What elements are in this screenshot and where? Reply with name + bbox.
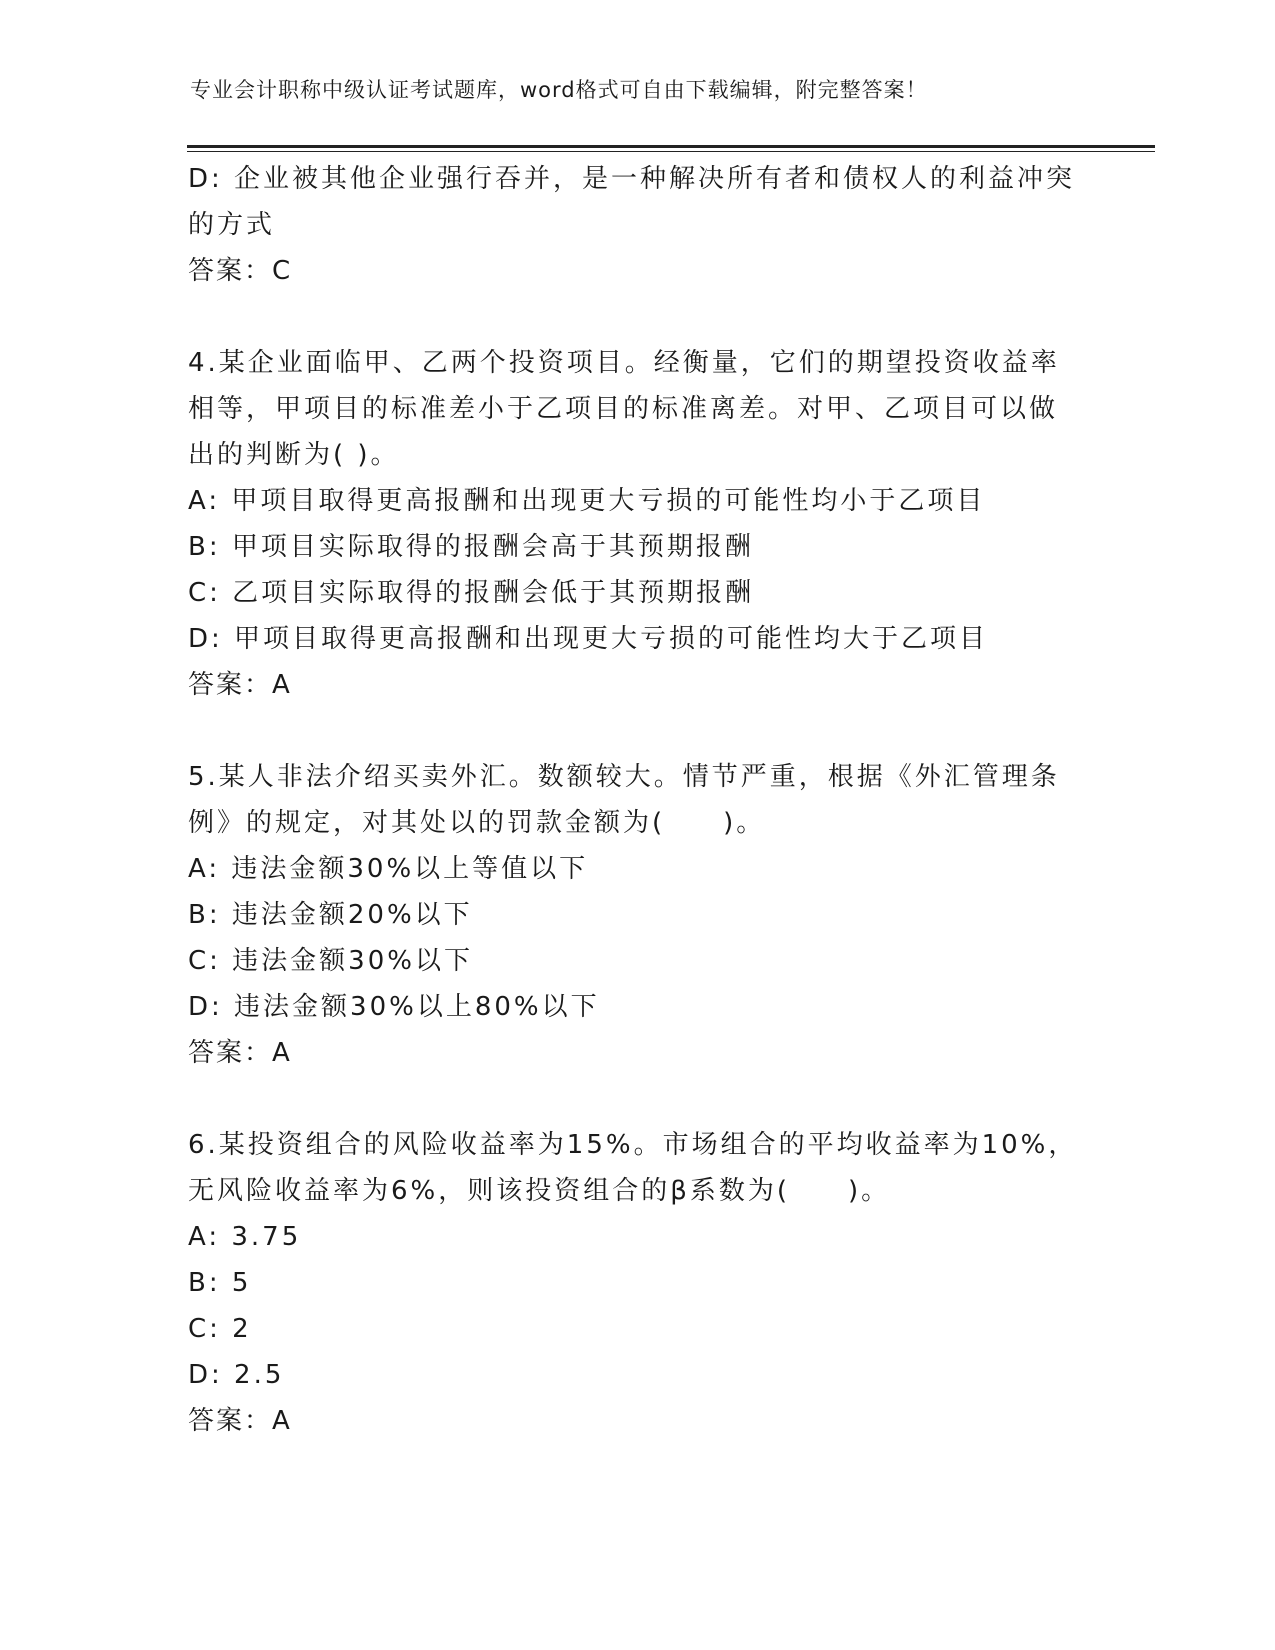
- document-body: [188, 156, 1088, 1444]
- question-6: [188, 1122, 1088, 1444]
- spacer: [188, 708, 1088, 754]
- page-header: 专业会计职称中级认证考试题库，word格式可自由下载编辑，附完整答案！: [190, 78, 928, 102]
- answer: 答案：C: [188, 256, 293, 286]
- option-a: A: 违法金额30%以上等值以下: [188, 854, 589, 884]
- option-a: A: 甲项目取得更高报酬和出现更大亏损的可能性均小于乙项目: [188, 486, 986, 516]
- question-stem: 例》的规定，对其处以的罚款金额为( )。: [188, 808, 766, 838]
- answer: 答案：A: [188, 1406, 292, 1436]
- option-d: D: 甲项目取得更高报酬和出现更大亏损的可能性均大于乙项目: [188, 624, 989, 654]
- question-stem: 4.某企业面临甲、乙两个投资项目。经衡量，它们的期望投资收益率: [188, 348, 1060, 378]
- option-d: D: 企业被其他企业强行吞并，是一种解决所有者和债权人的利益冲突: [188, 164, 1076, 194]
- option-b: B: 5: [188, 1268, 252, 1298]
- spacer: [188, 294, 1088, 340]
- option-d: D: 违法金额30%以上80%以下: [188, 992, 600, 1022]
- question-4: [188, 340, 1088, 708]
- option-b: B: 违法金额20%以下: [188, 900, 473, 930]
- option-c: C: 2: [188, 1314, 252, 1344]
- option-b: B: 甲项目实际取得的报酬会高于其预期报酬: [188, 532, 754, 562]
- question-stem: 5.某人非法介绍买卖外汇。数额较大。情节严重，根据《外汇管理条: [188, 762, 1060, 792]
- option-a: A: 3.75: [188, 1222, 302, 1252]
- option-c: C: 违法金额30%以下: [188, 946, 473, 976]
- option-d-continued: 的方式: [188, 210, 276, 240]
- option-d: D: 2.5: [188, 1360, 285, 1390]
- question-stem: 出的判断为( )。: [188, 440, 400, 470]
- answer: 答案：A: [188, 670, 292, 700]
- header-rule-thin: [187, 151, 1155, 152]
- question-stem: 相等，甲项目的标准差小于乙项目的标准离差。对甲、乙项目可以做: [188, 394, 1059, 424]
- question-stem: 6.某投资组合的风险收益率为15%。市场组合的平均收益率为10%，: [188, 1130, 1078, 1160]
- question-3-tail: [188, 156, 1088, 294]
- spacer: [188, 1076, 1088, 1122]
- answer: 答案：A: [188, 1038, 292, 1068]
- question-stem: 无风险收益率为6%，则该投资组合的β系数为( )。: [188, 1176, 891, 1206]
- option-c: C: 乙项目实际取得的报酬会低于其预期报酬: [188, 578, 755, 608]
- question-5: [188, 754, 1088, 1076]
- header-rule-thick: [187, 145, 1155, 148]
